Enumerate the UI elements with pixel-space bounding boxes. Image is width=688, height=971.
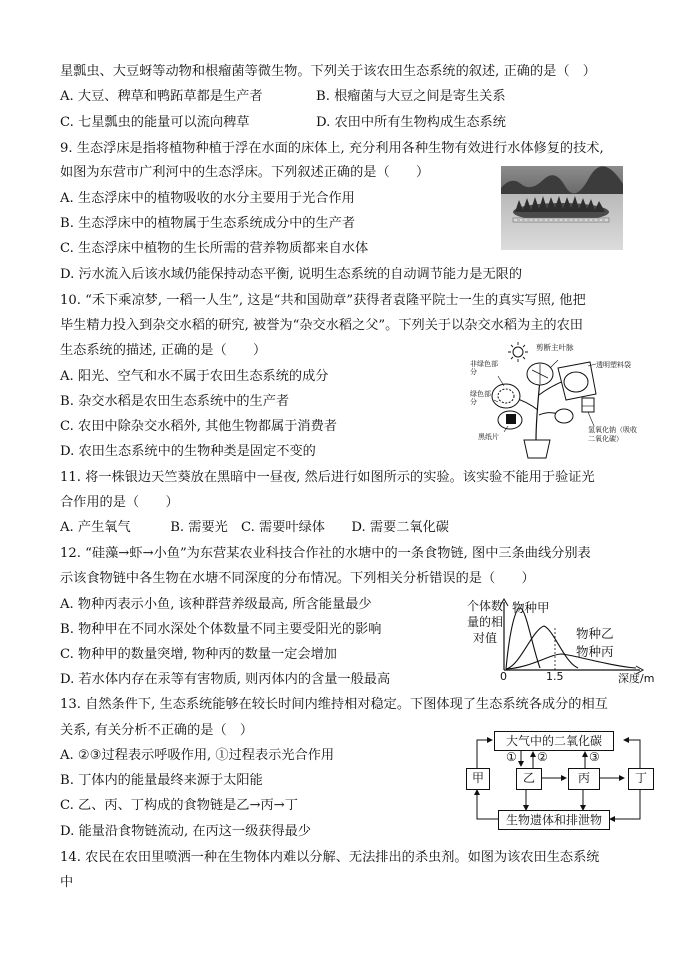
q8-option-a: A. 大豆、稗草和鸭跖草都是生产者 — [60, 89, 263, 104]
q12-stem-line2: 示该食物链中各生物在水塘不同深度的分布情况。下列相关分析错误的是（ ） — [60, 571, 535, 586]
q11-stem-line1: 11. 将一株银边天竺葵放在黑暗中一昼夜, 然后进行如图所示的实验。该实验不能用于验证光 — [60, 470, 595, 485]
q9-option-a: A. 生态浮床中的植物吸收的水分主要用于光合作用 — [60, 191, 355, 206]
q9-option-c: C. 生态浮床中植物的生长所需的营养物质都来自水体 — [60, 241, 369, 256]
series-label-yi: 物种乙 — [576, 626, 614, 641]
depth-distribution-chart — [460, 596, 660, 684]
q13-option-b: B. 丁体内的能量最终来源于太阳能 — [60, 773, 263, 788]
q8-option-d: D. 农田中所有生物构成生态系统 — [316, 115, 506, 130]
q12-stem-line1: 12. “硅藻→虾→小鱼”为东营某农业科技合作社的水塘中的一条食物链, 图中三条曲线分别表 — [60, 546, 591, 561]
q10-stem-line3: 生态系统的描述, 正确的是（ ） — [60, 343, 267, 358]
q8-stem-line: 星瓢虫、大豆蚜等动物和根瘤菌等微生物。下列关于该农田生态系统的叙述, 正确的是（ ） — [60, 64, 596, 79]
ecosystem-flow-diagram — [458, 730, 658, 830]
series-label-bing: 物种丙 — [576, 644, 614, 659]
q13-stem-line1: 13. 自然条件下, 生态系统能够在较长时间内维持相对稳定。下图体现了生态系统各成分的相互 — [60, 697, 608, 712]
q9-option-d: D. 污水流入后该水域仍能保持动态平衡, 说明生态系统的自动调节能力是无限的 — [60, 267, 523, 282]
q10-stem-line1: 10. “禾下乘凉梦, 一稻一人生”, 这是“共和国勋章”获得者袁隆平院士一生的真实写照, 他把 — [60, 293, 586, 308]
q14-stem-line1: 14. 农民在农田里喷洒一种在生物体内难以分解、无法排出的杀虫剂。如图为该农田生态系统 — [60, 850, 600, 865]
floating-bed-photo — [501, 166, 623, 250]
q10-option-a: A. 阳光、空气和水不属于农田生态系统的成分 — [60, 369, 329, 384]
label-black-paper: 黑纸片 — [478, 433, 499, 441]
q13-option-d: D. 能量沿食物链流动, 在丙这一级获得最少 — [60, 824, 312, 839]
q10-option-d: D. 农田生态系统中的生物种类是固定不变的 — [60, 444, 316, 459]
label-white-part: 非绿色部分 — [470, 360, 498, 376]
q9-stem-line2: 如图为东营市广利河中的生态浮床。下列叙述正确的是（ ） — [60, 165, 430, 180]
chart-ylabel: 个体数量的相对值 — [466, 599, 503, 645]
arrow-label-1: ① — [506, 750, 517, 764]
label-green-part: 绿色部分 — [470, 390, 491, 406]
q13-stem-line2: 关系, 有关分析不正确的是（ ） — [60, 723, 254, 738]
node-jia: 甲 — [466, 768, 490, 790]
x-tick-0: 0 — [500, 670, 507, 683]
q12-option-a: A. 物种丙表示小鱼, 该种群营养级最高, 所含能量最少 — [60, 597, 372, 612]
geranium-experiment-figure — [470, 340, 640, 465]
q12-option-d: D. 若水体内存在汞等有害物质, 则丙体内的含量一般最高 — [60, 672, 391, 687]
q12-option-b: B. 物种甲在不同水深处个体数量不同主要受阳光的影响 — [60, 622, 382, 637]
node-ding: 丁 — [628, 768, 654, 790]
label-naoh: 氢氧化钠（吸收二氧化碳） — [588, 426, 637, 443]
q13-option-c: C. 乙、丙、丁构成的食物链是乙→丙→丁 — [60, 798, 298, 813]
q10-stem-line2: 毕生精力投入到杂交水稻的研究, 被誉为“杂交水稻之父”。下列关于以杂交水稻为主的农田 — [60, 318, 583, 333]
sun-icon — [508, 342, 528, 362]
q9-option-b: B. 生态浮床中的植物属于生态系统成分中的生产者 — [60, 216, 356, 231]
series-species-yi — [506, 626, 578, 669]
arrow-label-2: ② — [537, 750, 548, 764]
series-species-bing — [506, 654, 636, 669]
node-bing: 丙 — [568, 768, 600, 790]
q11-options: A. 产生氧气 B. 需要光 C. 需要叶绿体 D. 需要二氧化碳 — [60, 520, 449, 535]
chart-xlabel: 深度/m — [618, 672, 655, 685]
label-bag: 透明塑料袋 — [596, 361, 631, 369]
series-label-jia: 物种甲 — [512, 600, 550, 615]
q8-option-c: C. 七星瓢虫的能量可以流向稗草 — [60, 115, 250, 130]
q10-option-b: B. 杂交水稻是农田生态系统中的生产者 — [60, 394, 290, 409]
arrow-label-3: ③ — [589, 750, 600, 764]
q13-option-a: A. ②③过程表示呼吸作用, ①过程表示光合作用 — [60, 748, 335, 763]
label-cut-vein: 剪断主叶脉 — [536, 343, 574, 352]
q10-option-c: C. 农田中除杂交水稻外, 其他生物都属于消费者 — [60, 419, 337, 434]
x-tick-1.5: 1.5 — [546, 670, 564, 683]
node-remains-excreta: 生物遗体和排泄物 — [498, 810, 610, 830]
series-species-jia — [506, 608, 540, 669]
node-yi: 乙 — [516, 768, 542, 790]
q8-option-b: B. 根瘤菌与大豆之间是寄生关系 — [316, 89, 506, 104]
q9-stem-line1: 9. 生态浮床是指将植物种植于浮在水面的床体上, 充分利用各种生物有效进行水体修复的技术, — [60, 141, 604, 156]
node-atmospheric-co2: 大气中的二氧化碳 — [494, 731, 614, 751]
q12-option-c: C. 物种甲的数量突增, 物种丙的数量一定会增加 — [60, 647, 337, 662]
q14-stem-line2: 中 — [60, 875, 74, 890]
q11-stem-line2: 合作用的是（ ） — [60, 495, 179, 510]
